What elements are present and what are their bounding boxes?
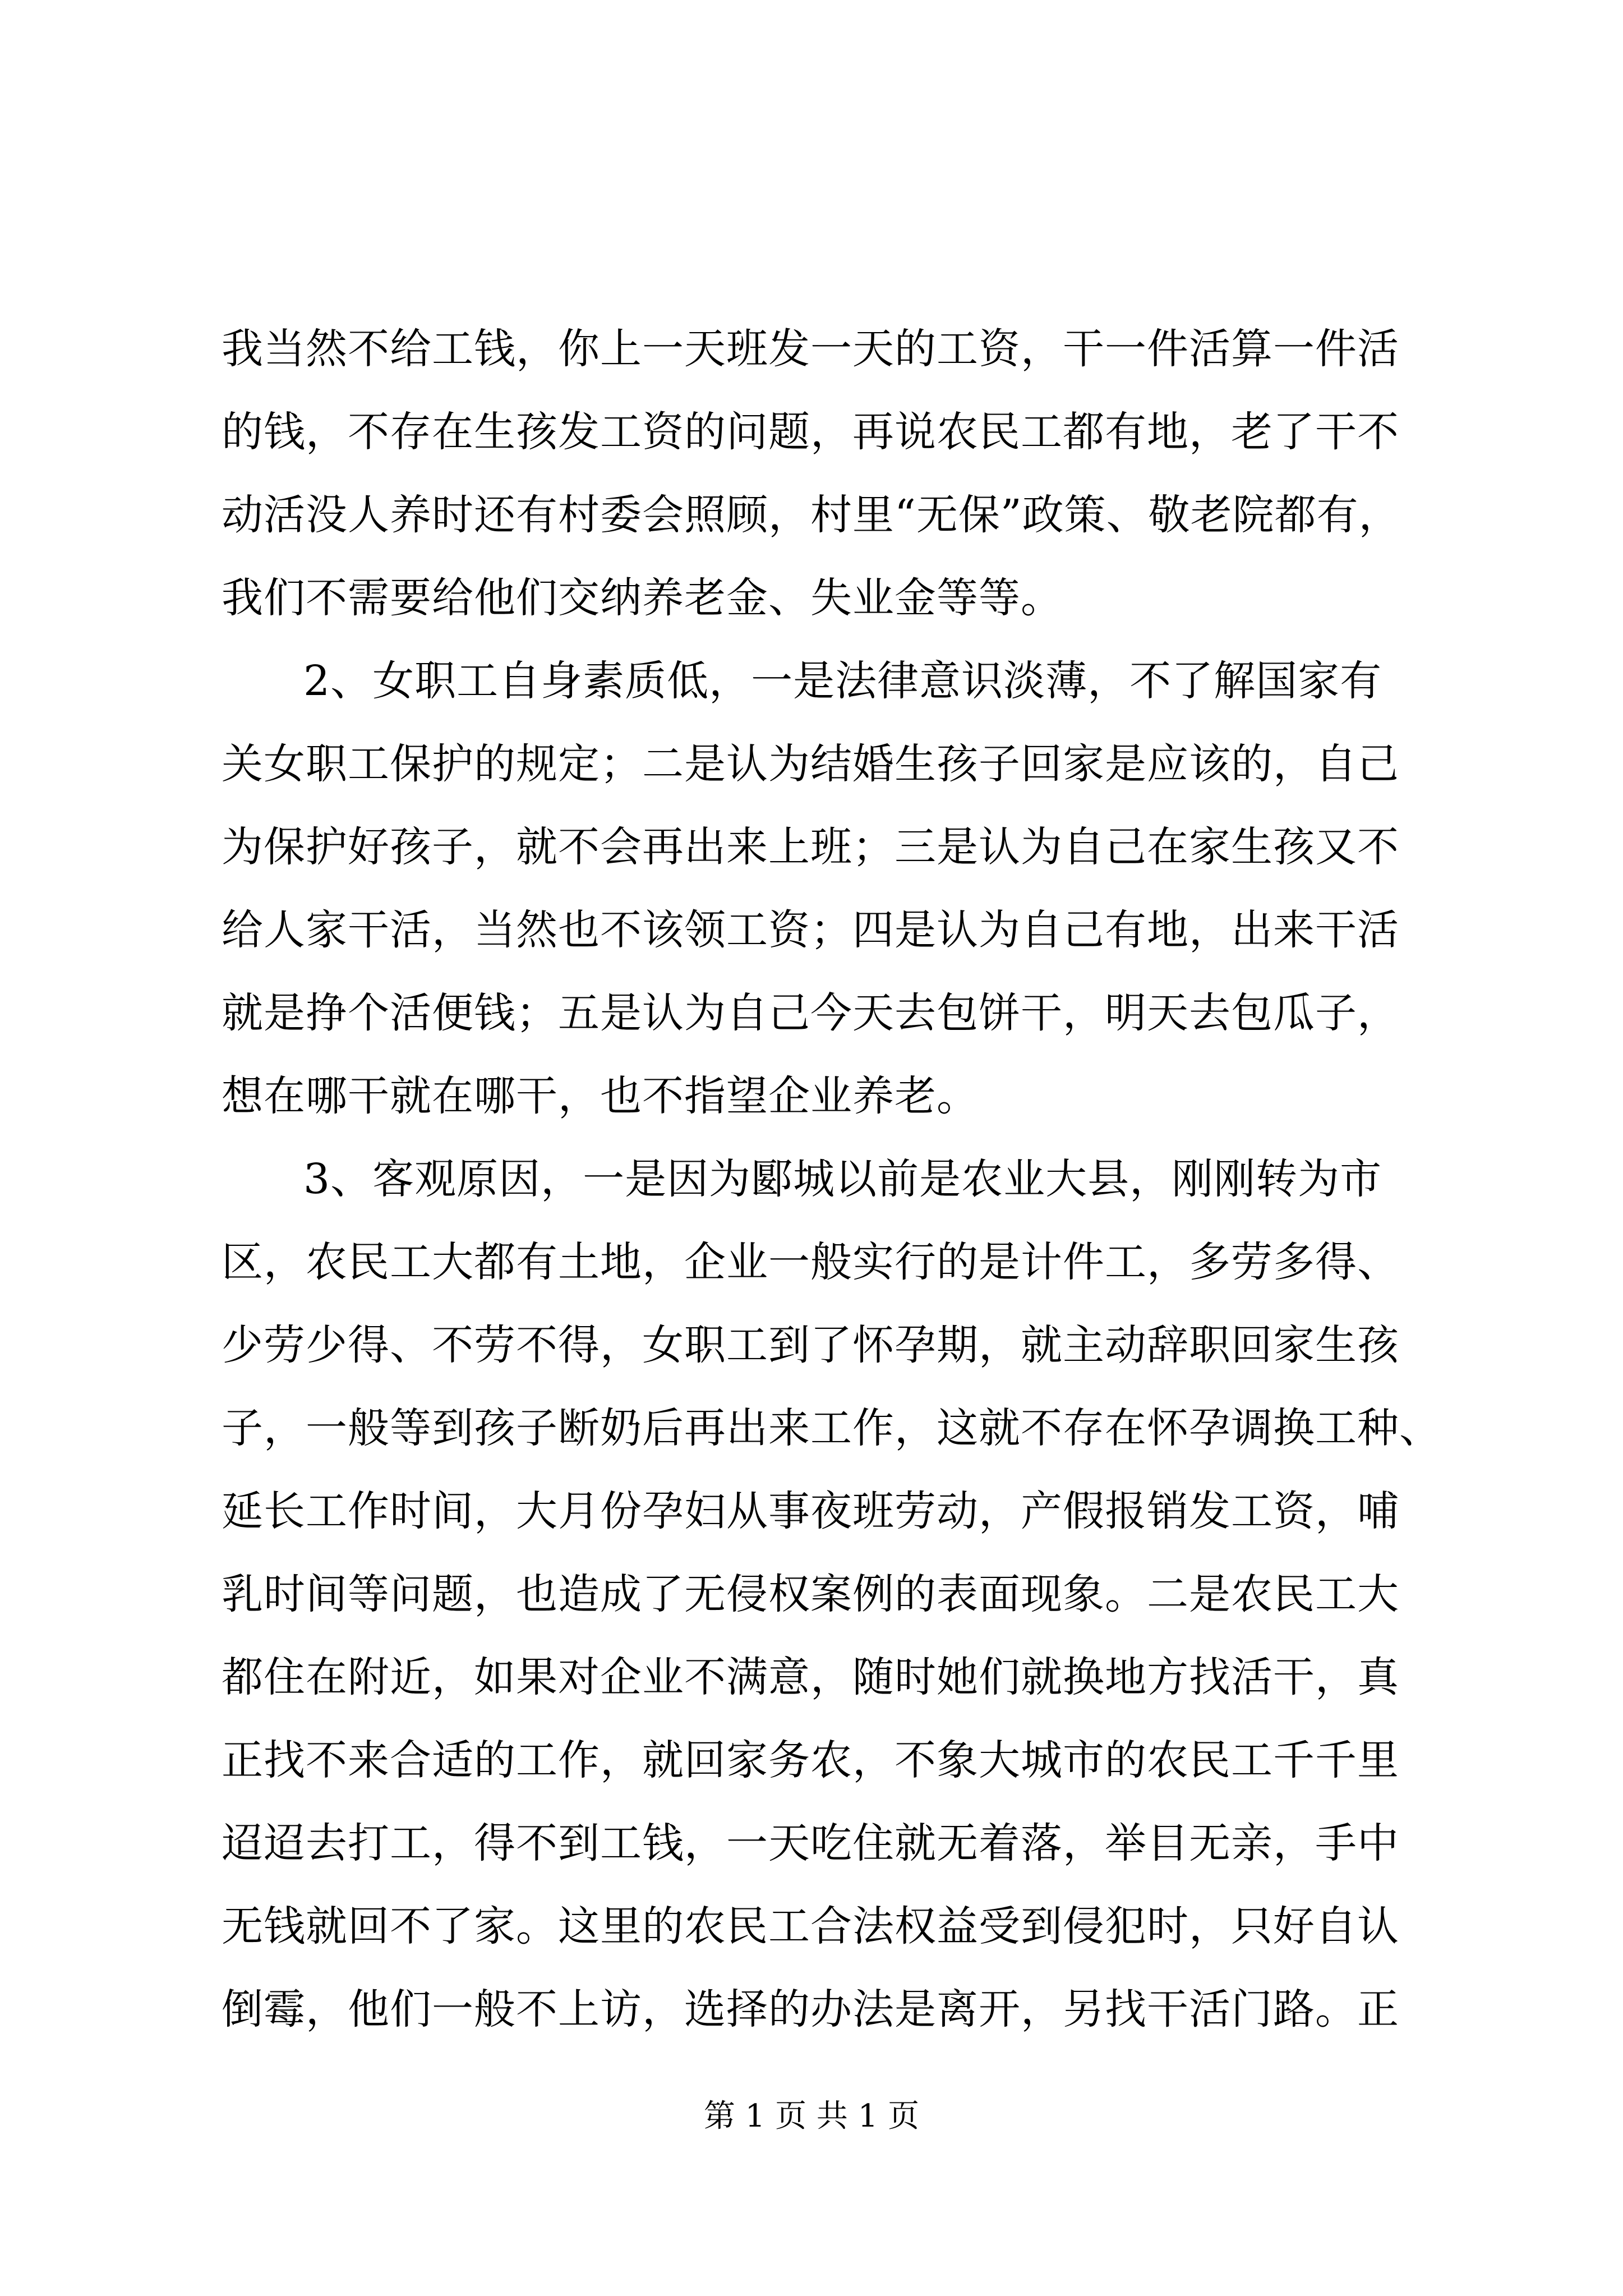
body-text [222,307,1441,2051]
text-line: 延长工作时间，大月份孕妇从事夜班劳动，产假报销发工资，哺 [222,1487,1399,1535]
text-line: 区，农民工大都有土地，企业一般实行的是计件工，多劳多得、 [222,1238,1399,1286]
text-line: 迢迢去打工，得不到工钱，一天吃住就无着落，举目无亲，手中 [222,1819,1399,1867]
text-line: 想在哪干就在哪干，也不指望企业养老。 [222,1072,979,1120]
text-line: 关女职工保护的规定；二是认为结婚生孩子回家是应该的，自己 [222,740,1399,788]
text-line: 我们不需要给他们交纳养老金、失业金等等。 [222,574,1063,622]
text-line: 为保护好孩子，就不会再出来上班；三是认为自己在家生孩又不 [222,823,1399,871]
text-line: 2、女职工自身素质低，一是法律意识淡薄，不了解国家有 [303,657,1382,705]
text-line: 少劳少得、不劳不得，女职工到了怀孕期，就主动辞职回家生孩 [222,1321,1399,1369]
text-line: 给人家干活，当然也不该领工资；四是认为自己有地，出来干活 [222,906,1399,954]
text-line: 正找不来合适的工作，就回家务农，不象大城市的农民工千千里 [222,1736,1399,1784]
text-line: 无钱就回不了家。这里的农民工合法权益受到侵犯时，只好自认 [222,1902,1399,1950]
text-line: 倒霉，他们一般不上访，选择的办法是离开，另找干活门路。正 [222,1985,1399,2033]
text-line: 我当然不给工钱，你上一天班发一天的工资，干一件活算一件活 [222,325,1399,373]
text-line: 乳时间等问题，也造成了无侵权案例的表面现象。二是农民工大 [222,1570,1399,1618]
text-line: 动活没人养时还有村委会照顾，村里“无保”政策、敬老院都有， [222,491,1401,539]
text-line: 都住在附近，如果对企业不满意，随时她们就换地方找活干，真 [222,1653,1399,1701]
text-line: 3、客观原因，一是因为郾城以前是农业大县，刚刚转为市 [303,1155,1382,1203]
text-line: 就是挣个活便钱；五是认为自己今天去包饼干，明天去包瓜子， [222,989,1399,1037]
text-line: 的钱，不存在生孩发工资的问题，再说农民工都有地，老了干不 [222,408,1399,456]
page-number: 第 1 页 共 1 页 [703,2098,920,2134]
text-line: 子，一般等到孩子断奶后再出来工作，这就不存在怀孕调换工种、 [222,1404,1441,1452]
